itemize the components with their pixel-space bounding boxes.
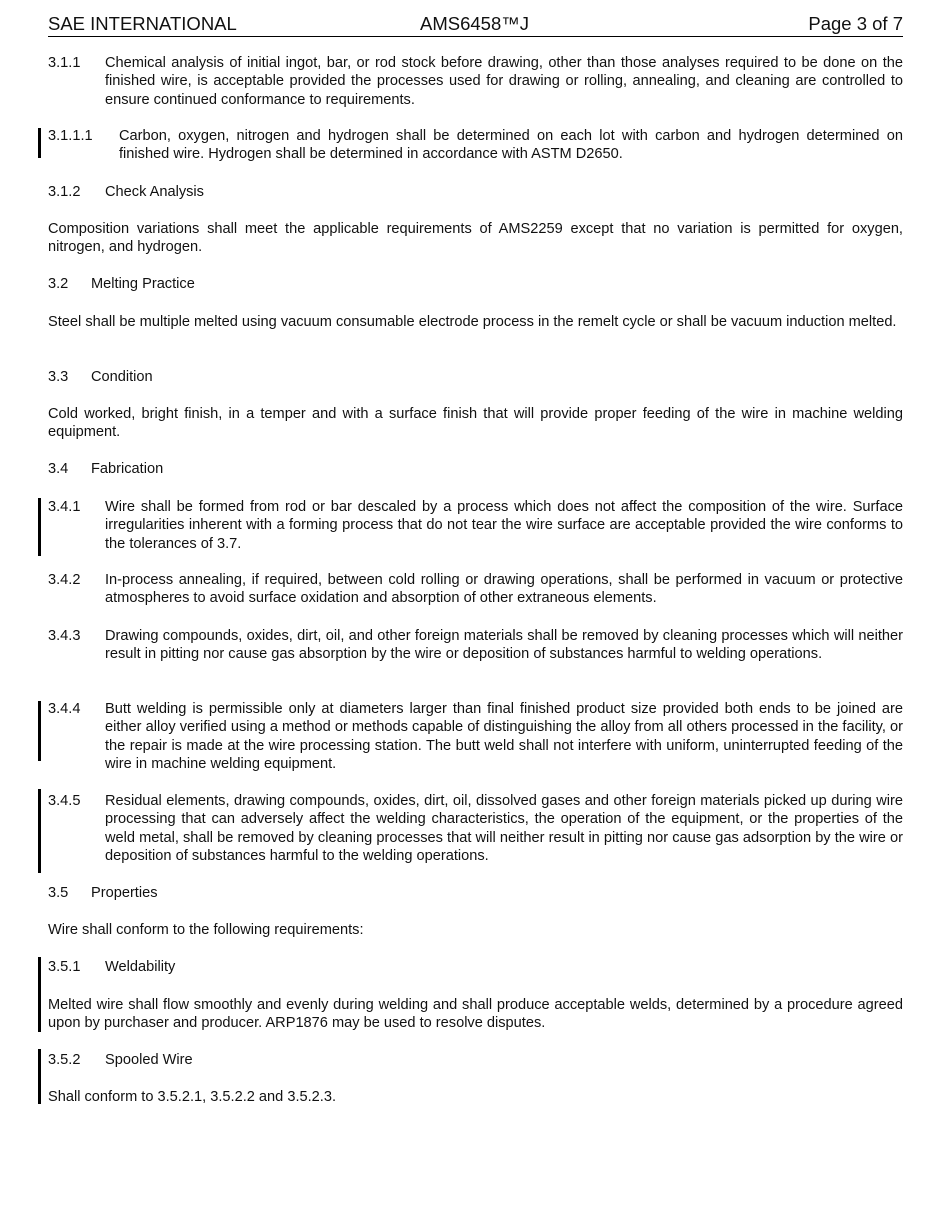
section-number: 3.5 [48, 885, 69, 901]
section-3-4-5 [48, 792, 903, 865]
header-doc-id: AMS6458™J [420, 13, 529, 34]
section-number: 3.2 [48, 276, 69, 292]
paragraph-3-5: Wire shall conform to the following requirements: [48, 922, 364, 938]
section-text: Butt welding is permissible only at diameters larger than final finished product size provided both ends to be joined are either alloy verified using a method or methods capable of distinguishing the alloy from all others processed in the facility, or the repair is made at the wire processing station. The butt weld shall not interfere with uniform, uninterrupted feeding of the wire in machine welding equipment. [105, 701, 903, 772]
paragraph-3-5-2: Shall conform to 3.5.2.1, 3.5.2.2 and 3.5.2.3. [48, 1089, 337, 1105]
section-title: Check Analysis [105, 184, 204, 200]
paragraph-3-5-1: Melted wire shall flow smoothly and evenly during welding and shall produce acceptable welds, determined by a procedure agreed upon by purchaser and producer. ARP1876 may be used to resolve disputes. [48, 997, 903, 1032]
section-number: 3.4.5 [48, 793, 81, 809]
heading-3-1-2 [48, 183, 204, 201]
section-number: 3.4 [48, 461, 69, 477]
section-text: Wire shall be formed from rod or bar descaled by a process which does not affect the composition of the wire. Surface irregularities inherent with a forming process that do not tear the wire surface are acceptable provided the wire conforms to the tolerances of 3.7. [105, 499, 903, 552]
revision-bar [38, 1049, 41, 1104]
section-title: Properties [91, 885, 158, 901]
section-text: In-process annealing, if required, between cold rolling or drawing operations, shall be performed in vacuum or protective atmospheres to avoid surface oxidation and absorption of other extraneous elements. [105, 572, 903, 607]
heading-3-5-1 [48, 958, 175, 976]
heading-3-2 [48, 275, 195, 293]
section-title: Melting Practice [91, 276, 195, 292]
section-3-1-1-1 [48, 127, 903, 164]
section-number: 3.4.3 [48, 628, 81, 644]
section-text: Drawing compounds, oxides, dirt, oil, and other foreign materials shall be removed by cleaning processes which will neither result in pitting nor cause gas absorption by the wire or deposition of substances harmful to welding operations. [105, 628, 903, 663]
heading-3-5-2 [48, 1051, 193, 1069]
section-3-4-1 [48, 498, 903, 553]
section-number: 3.1.1.1 [48, 128, 93, 144]
revision-bar [38, 789, 41, 873]
paragraph-3-2: Steel shall be multiple melted using vacuum consumable electrode process in the remelt cycle or shall be vacuum induction melted. [48, 314, 897, 330]
section-3-4-2 [48, 571, 903, 608]
paragraph-3-1-2: Composition variations shall meet the applicable requirements of AMS2259 except that no variation is permitted for oxygen, nitrogen, and hydrogen. [48, 221, 903, 256]
section-number: 3.1.2 [48, 184, 81, 200]
header-page-number: Page 3 of 7 [808, 13, 903, 34]
section-number: 3.5.2 [48, 1052, 81, 1068]
revision-bar [38, 498, 41, 556]
section-title: Fabrication [91, 461, 164, 477]
section-text: Chemical analysis of initial ingot, bar, or rod stock before drawing, other than those analyses required to be done on the finished wire, is acceptable provided the processes used for drawing or rolling, annealing, and cleaning are controlled to ensure continued conformance to requirements. [105, 55, 903, 108]
header-org: SAE INTERNATIONAL [48, 13, 237, 34]
section-number: 3.4.1 [48, 499, 81, 515]
section-3-1-1 [48, 54, 903, 109]
section-number: 3.4.4 [48, 701, 81, 717]
section-title: Spooled Wire [105, 1052, 193, 1068]
heading-3-3 [48, 368, 153, 386]
page-header [48, 12, 903, 37]
section-text: Residual elements, drawing compounds, oxides, dirt, oil, dissolved gases and other foreign materials picked up during wire processing that can adversely affect the welding characteristics, the operation of the equipment, or the properties of the weld metal, shall be removed by cleaning processes that will neither result in pitting nor cause gas adsorption by the wire or deposition of substances harmful to the welding operations. [105, 793, 903, 864]
section-3-4-3 [48, 627, 903, 664]
section-number: 3.1.1 [48, 55, 81, 71]
section-3-4-4 [48, 700, 903, 773]
section-title: Weldability [105, 959, 176, 975]
section-number: 3.3 [48, 369, 69, 385]
heading-3-4 [48, 460, 163, 478]
heading-3-5 [48, 884, 158, 902]
paragraph-3-3: Cold worked, bright finish, in a temper and with a surface finish that will provide proper feeding of the wire in machine welding equipment. [48, 406, 903, 441]
revision-bar [38, 957, 41, 1032]
revision-bar [38, 128, 41, 158]
section-title: Condition [91, 369, 153, 385]
revision-bar [38, 701, 41, 761]
section-number: 3.5.1 [48, 959, 81, 975]
section-text: Carbon, oxygen, nitrogen and hydrogen shall be determined on each lot with carbon and hydrogen determined on finished wire. Hydrogen shall be determined in accordance with ASTM D2650. [119, 128, 903, 163]
section-number: 3.4.2 [48, 572, 81, 588]
